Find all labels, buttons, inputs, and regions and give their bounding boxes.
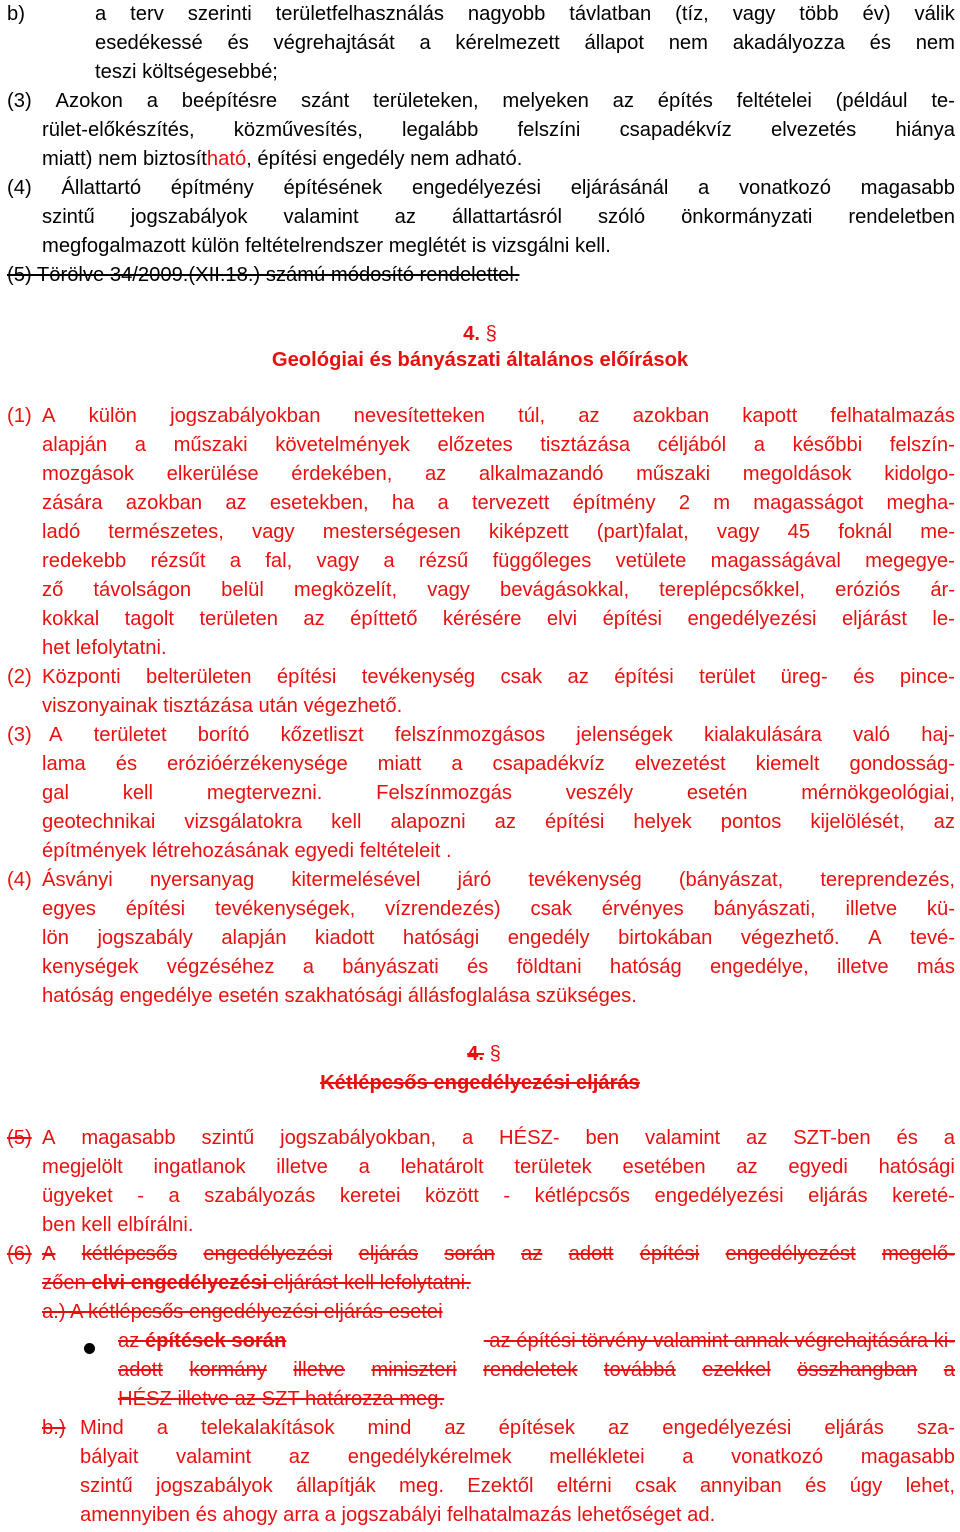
line: kokkal tagolt területen az építtető kérésére elvi építési engedélyezési eljárást le- [42, 608, 955, 630]
line: építmények létrehozásának egyedi feltételeit . [42, 840, 452, 862]
line: ző távolságon belül megközelít, vagy bevágásokkal, tereplépcsőkkel, eróziós ár- [42, 579, 955, 601]
line: egyes építési tevékenységek, vízrendezés) csak érvényes bányászati, illetve kü- [42, 898, 955, 920]
s2-p5-label: (5) [7, 1127, 32, 1149]
line: az építések során az építési törvény valamint annak végrehajtására ki- [118, 1330, 955, 1352]
line: a terv szerinti területfelhasználás nagyobb távlatban (tíz, vagy több év) válik [95, 3, 955, 25]
line: megfogalmazott külön feltételrendszer meglétét is vizsgálni kell. [42, 235, 611, 257]
line: lama és erózióérzékenysége miatt a csapadékvíz elvezetést kiemelt gondosság- [42, 753, 955, 775]
line: hatóság engedélye esetén szakhatósági állásfoglalása szükséges. [42, 985, 637, 1007]
line: HÉSZ illetve az SZT határozza meg. [118, 1388, 445, 1410]
line: alapján a műszaki követelmények előzetes tisztázása céljából a későbbi felszín- [42, 434, 955, 456]
line: kenységek végzéséhez a bányászati és földtani hatóság engedélye, illetve más [42, 956, 955, 978]
line: esedékessé és végrehajtását a kérelmezett állapot nem akadályozza és nem [95, 32, 955, 54]
s1-p3-label: (3) [7, 724, 32, 746]
line: zően elvi engedélyezési eljárást kell lefolytatni. [42, 1272, 471, 1294]
line: ben kell elbírálni. [42, 1214, 194, 1236]
line: A kétlépcsős engedélyezési eljárás során az adott építési engedélyezést megelő- [42, 1243, 955, 1265]
line: Központi belterületen építési tevékenység csak az építési terület üreg- és pince- [42, 666, 955, 688]
item-b-label: b) [7, 3, 25, 25]
s2-p6-label: (6) [7, 1243, 32, 1265]
line: szintű jogszabályok valamint az állattartásról szóló önkormányzati rendeletben [42, 206, 955, 228]
line: teszi költségesebbé; [95, 61, 278, 83]
s2-item-a: a.) A kétlépcsős engedélyezési eljárás esetei [42, 1301, 443, 1323]
bullet-icon [84, 1343, 95, 1354]
s1-p4-label: (4) [7, 869, 32, 891]
section-number: 4. § [463, 323, 497, 345]
line: A területet borító kőzetliszt felszínmozgásos jelenségek kialakulására való haj- [49, 724, 955, 746]
section-title: Geológiai és bányászati általános előírások [271, 349, 689, 371]
line: bályait valamint az engedélykérelmek mellékletei a vonatkozó magasabb [80, 1446, 955, 1468]
line: miatt) nem biztosítható, építési engedély nem adható. [42, 148, 523, 170]
line: zására azokban az esetekben, ha a tervezett építmény 2 m magasságot megha- [42, 492, 955, 514]
line: adott kormány illetve miniszteri rendeletek továbbá ezekkel összhangban a [118, 1359, 955, 1381]
section2-title: Kétlépcsős engedélyezési eljárás [320, 1072, 640, 1094]
line: Mind a telekalakítások mind az építések az engedélyezési eljárás sza- [80, 1417, 955, 1439]
line: het lefolytatni. [42, 637, 167, 659]
line: rület-előkészítés, közművesítés, legalább felszíni csapadékvíz elvezetés hiánya [42, 119, 955, 141]
line: ügyeket - a szabályozás keretei között - kétlépcsős engedélyezési eljárás kereté- [42, 1185, 955, 1207]
line: viszonyainak tisztázása után végezhető. [42, 695, 403, 717]
line: szintű jogszabályok állapítják meg. Ezektől eltérni csak annyiban és úgy lehet, [80, 1475, 955, 1497]
line: Ásványi nyersanyag kitermelésével járó tevékenység (bányászat, tereprendezés, [42, 869, 955, 891]
paragraph-5-deleted: (5) Törölve 34/2009.(XII.18.) számú módosító rendelettel. [7, 264, 520, 286]
line: megjelölt ingatlanok illetve a lehatárolt területek esetében az egyedi hatósági [42, 1156, 955, 1178]
line: lön jogszabály alapján kiadott hatósági engedély birtokában végezhető. A tevé- [42, 927, 955, 949]
line: gal kell megtervezni. Felszínmozgás veszély esetén mérnökgeológiai, [42, 782, 955, 804]
line: ladó természetes, vagy mesterségesen kiképzett (part)falat, vagy 45 foknál me- [42, 521, 955, 543]
line: A külön jogszabályokban nevesítetteken túl, az azokban kapott felhatalmazás [42, 405, 955, 427]
line: geotechnikai vizsgálatokra kell alapozni az építési helyek pontos kijelölését, az [42, 811, 955, 833]
line: mozgások elkerülése érdekében, az alkalmazandó műszaki megoldások kidolgo- [42, 463, 955, 485]
line: amennyiben és ahogy arra a jogszabályi felhatalmazás lehetőséget ad. [80, 1504, 716, 1526]
s1-p2-label: (2) [7, 666, 32, 688]
line: A magasabb szintű jogszabályokban, a HÉSZ- ben valamint az SZT-ben és a [42, 1127, 955, 1149]
section2-number: 4. § [467, 1043, 501, 1065]
line: redekebb rézsűt a fal, vagy a rézsű függőleges vetülete magasságával megegye- [42, 550, 955, 572]
s2-item-b-label: b.) [42, 1417, 66, 1439]
line: (3) Azokon a beépítésre szánt területeken, melyeken az építés feltételei (például te- [7, 90, 955, 112]
line: (4) Állattartó építmény építésének engedélyezési eljárásánál a vonatkozó magasabb [7, 177, 955, 199]
s1-p1-label: (1) [7, 405, 32, 427]
